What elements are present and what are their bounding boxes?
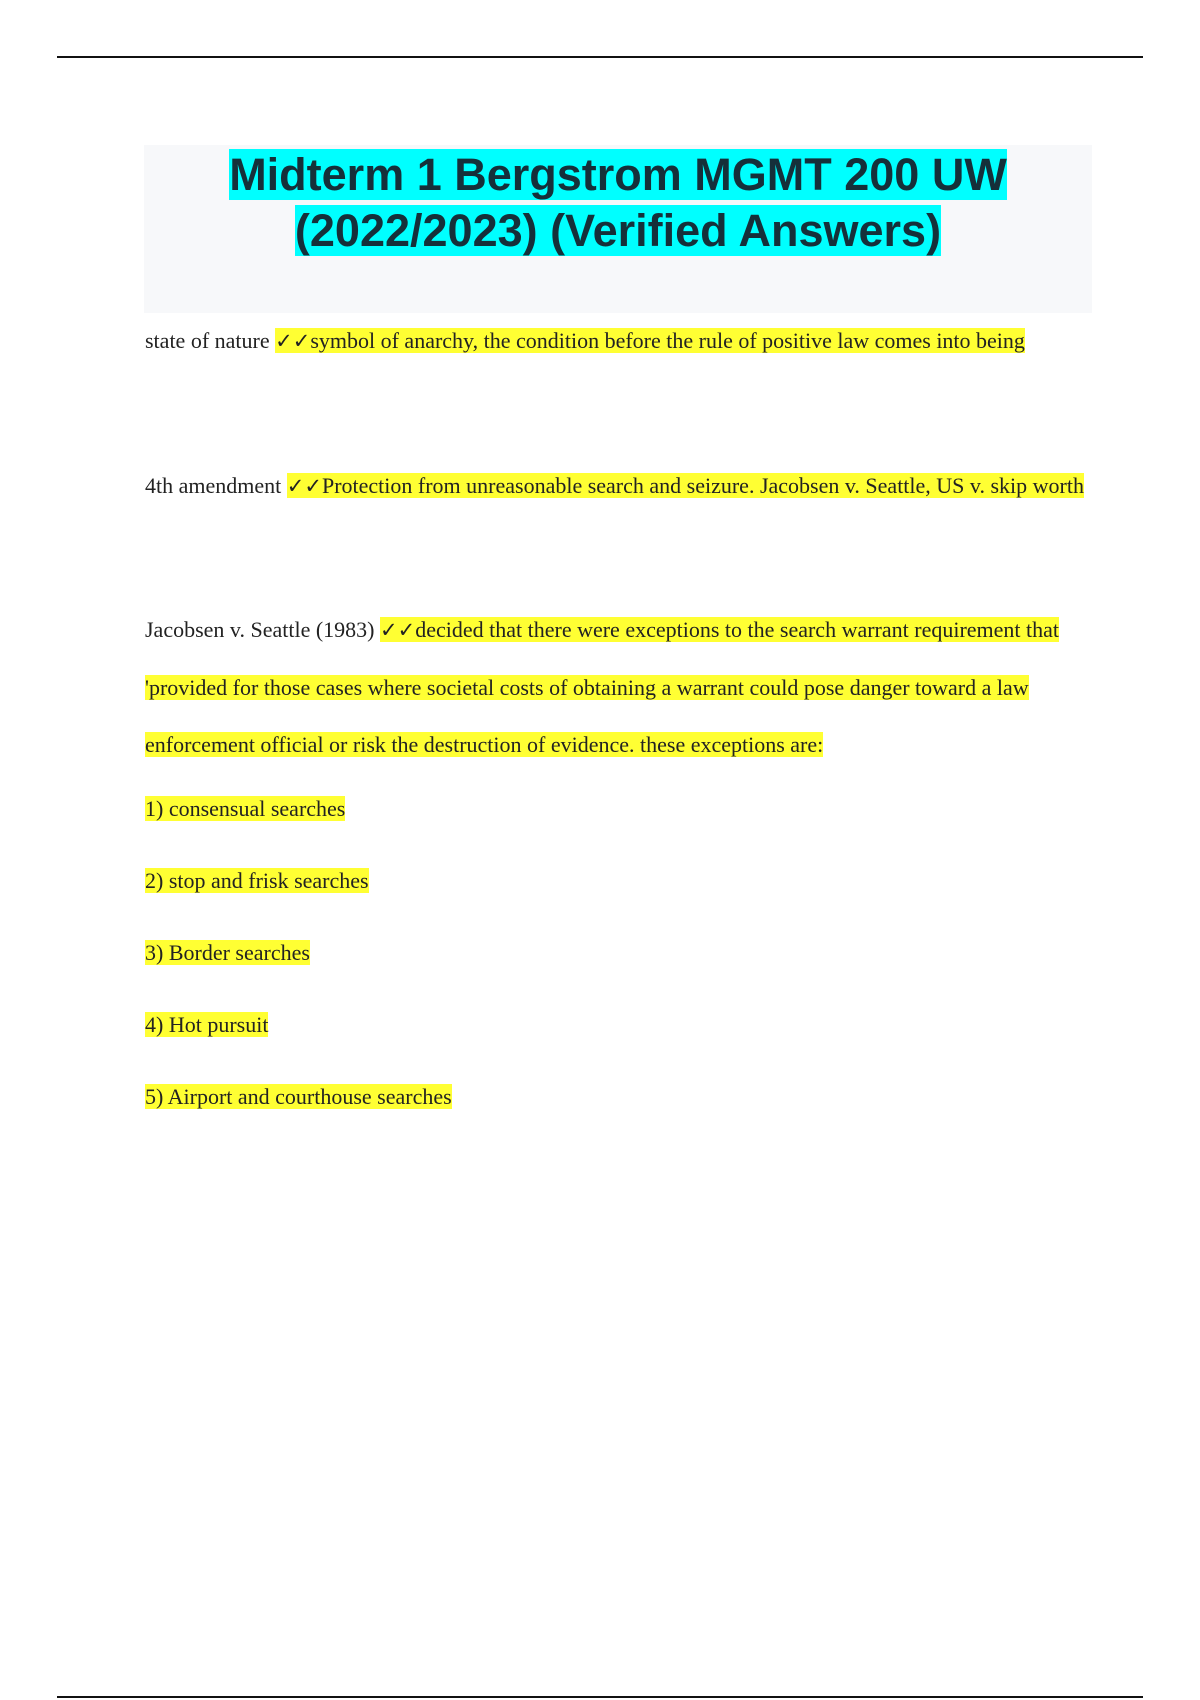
list-item: 5) Airport and courthouse searches (145, 1084, 452, 1109)
double-check-icon: ✓✓ (286, 474, 322, 498)
entry-term: 4th amendment (145, 473, 287, 498)
entry-answer (275, 328, 1025, 353)
list-item: 1) consensual searches (145, 796, 346, 821)
double-check-icon: ✓✓ (275, 329, 311, 353)
entry-definition: decided that there were exceptions to the search warrant requirement that 'provided for those cases where societal costs of obtaining a warrant could pose danger toward a law enforcement official or risk the destruction of evidence. these exceptions are: (145, 617, 1060, 757)
entry-term: Jacobsen v. Seattle (1983) (145, 617, 381, 642)
document-body (145, 311, 1095, 1133)
exceptions-list (145, 773, 1095, 1133)
header-rule (57, 56, 1143, 58)
list-item: 3) Border searches (145, 940, 310, 965)
entry-term: state of nature (145, 328, 276, 353)
double-check-icon: ✓✓ (380, 618, 416, 642)
document-title (144, 145, 1092, 259)
list-item: 2) stop and frisk searches (145, 868, 369, 893)
title-line-1: Midterm 1 Bergstrom MGMT 200 UW (229, 149, 1007, 200)
entry-jacobsen-v-seattle (145, 601, 1095, 773)
title-line-2: (2022/2023) (Verified Answers) (294, 205, 942, 256)
entry-answer (287, 473, 1084, 498)
list-item: 4) Hot pursuit (145, 1012, 269, 1037)
title-banner (144, 145, 1092, 313)
entry-definition: symbol of anarchy, the condition before the rule of positive law comes into being (310, 328, 1025, 353)
footer-rule (57, 1696, 1143, 1698)
entry-definition: Protection from unreasonable search and seizure. Jacobsen v. Seattle, US v. skip worth (321, 473, 1084, 498)
entry-state-of-nature (145, 311, 1095, 371)
entry-4th-amendment (145, 456, 1095, 516)
